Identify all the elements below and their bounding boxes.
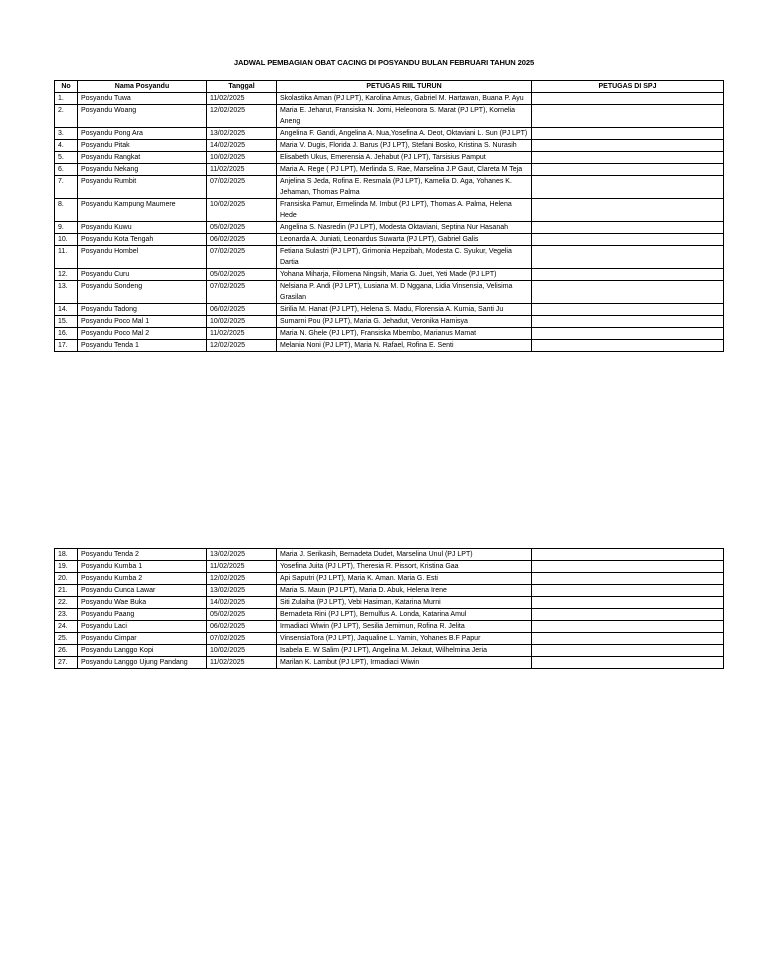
- cell-nama-posyandu: Posyandu Woang: [78, 105, 207, 128]
- cell-nama-posyandu: Posyandu Wae Buka: [78, 597, 207, 609]
- cell-petugas-spj: [532, 128, 724, 140]
- table-row: [55, 573, 724, 585]
- table-row: [55, 246, 724, 269]
- cell-petugas-spj: [532, 645, 724, 657]
- cell-tanggal: 07/02/2025: [207, 246, 277, 269]
- cell-no: 11.: [55, 246, 78, 269]
- cell-tanggal: 11/02/2025: [207, 657, 277, 669]
- header-nama-posyandu: Nama Posyandu: [78, 81, 207, 93]
- table-row: [55, 328, 724, 340]
- table-row: [55, 645, 724, 657]
- cell-petugas-spj: [532, 597, 724, 609]
- cell-no: 17.: [55, 340, 78, 352]
- cell-nama-posyandu: Posyandu Kuwu: [78, 222, 207, 234]
- cell-nama-posyandu: Posyandu Nekang: [78, 164, 207, 176]
- cell-no: 20.: [55, 573, 78, 585]
- cell-tanggal: 06/02/2025: [207, 234, 277, 246]
- cell-petugas-riil: Elisabeth Ukus, Emerensia A. Jehabut (PJ LPT), Tarsisius Pamput: [277, 152, 532, 164]
- cell-nama-posyandu: Posyandu Curu: [78, 269, 207, 281]
- table-row: [55, 105, 724, 128]
- cell-nama-posyandu: Posyandu Hombel: [78, 246, 207, 269]
- cell-tanggal: 07/02/2025: [207, 176, 277, 199]
- cell-petugas-riil: Angelina F. Gandi, Angelina A. Nua,Yosefina A. Deot, Oktaviani L. Sun (PJ LPT): [277, 128, 532, 140]
- table-row: [55, 633, 724, 645]
- cell-petugas-spj: [532, 176, 724, 199]
- cell-tanggal: 05/02/2025: [207, 269, 277, 281]
- cell-no: 7.: [55, 176, 78, 199]
- cell-no: 18.: [55, 549, 78, 561]
- cell-tanggal: 10/02/2025: [207, 152, 277, 164]
- table-row: [55, 222, 724, 234]
- cell-nama-posyandu: Posyandu Langgo Kopi: [78, 645, 207, 657]
- cell-no: 27.: [55, 657, 78, 669]
- cell-petugas-riil: Nelsiana P. Andi (PJ LPT), Lusiana M. D Nggana, Lidia Vinsensia, Velisima Grasilan: [277, 281, 532, 304]
- cell-no: 9.: [55, 222, 78, 234]
- cell-no: 23.: [55, 609, 78, 621]
- cell-petugas-riil: Fransiska Pamur, Ermelinda M. Imbut (PJ LPT), Thomas A. Palma, Helena Hede: [277, 199, 532, 222]
- cell-nama-posyandu: Posyandu Langgo Ujung Pandang: [78, 657, 207, 669]
- cell-petugas-riil: Skolastika Aman (PJ LPT), Karolina Amus, Gabriel M. Hartawan, Buana P. Ayu: [277, 93, 532, 105]
- cell-tanggal: 06/02/2025: [207, 621, 277, 633]
- cell-nama-posyandu: Posyandu Tenda 2: [78, 549, 207, 561]
- cell-tanggal: 10/02/2025: [207, 316, 277, 328]
- cell-petugas-spj: [532, 234, 724, 246]
- cell-petugas-riil: Api Saputri (PJ LPT), Maria K. Aman. Maria G. Esti: [277, 573, 532, 585]
- cell-nama-posyandu: Posyandu Kumba 2: [78, 573, 207, 585]
- cell-petugas-spj: [532, 621, 724, 633]
- cell-tanggal: 05/02/2025: [207, 222, 277, 234]
- cell-no: 13.: [55, 281, 78, 304]
- cell-tanggal: 14/02/2025: [207, 140, 277, 152]
- cell-petugas-riil: Yosefina Juita (PJ LPT), Theresia R. Pissort, Kristina Gaa: [277, 561, 532, 573]
- cell-nama-posyandu: Posyandu Cunca Lawar: [78, 585, 207, 597]
- cell-nama-posyandu: Posyandu Tadong: [78, 304, 207, 316]
- cell-petugas-riil: Isabela E. W Salim (PJ LPT), Angelina M. Jekaut, Wilhelmina Jeria: [277, 645, 532, 657]
- table-row: [55, 657, 724, 669]
- cell-petugas-riil: Marilan K. Lambut (PJ LPT), Irmadiaci Wiwin: [277, 657, 532, 669]
- header-tanggal: Tanggal: [207, 81, 277, 93]
- cell-no: 5.: [55, 152, 78, 164]
- cell-petugas-spj: [532, 93, 724, 105]
- cell-no: 4.: [55, 140, 78, 152]
- cell-nama-posyandu: Posyandu Cimpar: [78, 633, 207, 645]
- table-row: [55, 152, 724, 164]
- cell-nama-posyandu: Posyandu Sondeng: [78, 281, 207, 304]
- cell-no: 26.: [55, 645, 78, 657]
- cell-petugas-riil: Maria J. Serikasih, Bernadeta Dudet, Marselina Unul (PJ LPT): [277, 549, 532, 561]
- cell-petugas-riil: Sumarni Pou (PJ LPT), Maria G. Jehadut, Veronika Hamisya: [277, 316, 532, 328]
- cell-petugas-spj: [532, 269, 724, 281]
- cell-petugas-spj: [532, 164, 724, 176]
- cell-tanggal: 05/02/2025: [207, 609, 277, 621]
- cell-petugas-spj: [532, 609, 724, 621]
- cell-nama-posyandu: Posyandu Poco Mal 1: [78, 316, 207, 328]
- cell-petugas-spj: [532, 340, 724, 352]
- cell-petugas-riil: VinsensiaTora (PJ LPT), Jaqualine L. Yamin, Yohanes B.F Papur: [277, 633, 532, 645]
- cell-nama-posyandu: Posyandu Pitak: [78, 140, 207, 152]
- cell-tanggal: 11/02/2025: [207, 328, 277, 340]
- cell-petugas-riil: Irmadiaci Wiwin (PJ LPT), Sesilia Jemimun, Rofina R. Jelita: [277, 621, 532, 633]
- cell-nama-posyandu: Posyandu Pong Ara: [78, 128, 207, 140]
- table-row: [55, 281, 724, 304]
- cell-petugas-spj: [532, 633, 724, 645]
- table-row: [55, 561, 724, 573]
- cell-tanggal: 06/02/2025: [207, 304, 277, 316]
- table-row: [55, 585, 724, 597]
- cell-no: 6.: [55, 164, 78, 176]
- cell-tanggal: 13/02/2025: [207, 549, 277, 561]
- cell-nama-posyandu: Posyandu Poco Mal 2: [78, 328, 207, 340]
- cell-tanggal: 12/02/2025: [207, 573, 277, 585]
- table-row: [55, 621, 724, 633]
- header-petugas-spj: PETUGAS DI SPJ: [532, 81, 724, 93]
- cell-no: 12.: [55, 269, 78, 281]
- cell-nama-posyandu: Posyandu Rangkat: [78, 152, 207, 164]
- cell-petugas-riil: Maria A. Rege ( PJ LPT), Merlinda S. Rae, Marselina J.P Gaut, Clareta M Teja: [277, 164, 532, 176]
- table-row: [55, 140, 724, 152]
- header-petugas-riil: PETUGAS RIIL TURUN: [277, 81, 532, 93]
- cell-no: 14.: [55, 304, 78, 316]
- cell-petugas-spj: [532, 222, 724, 234]
- cell-tanggal: 13/02/2025: [207, 128, 277, 140]
- cell-nama-posyandu: Posyandu Tuwa: [78, 93, 207, 105]
- cell-petugas-riil: Anjelina S Jeda, Rofina E. Resmala (PJ LPT), Kamelia D. Aga, Yohanes K. Jehaman, Thomas Palma: [277, 176, 532, 199]
- header-no: No: [55, 81, 78, 93]
- cell-petugas-riil: Sirilia M. Hanat (PJ LPT), Helena S. Madu, Florensia A. Kurnia, Santi Ju: [277, 304, 532, 316]
- cell-no: 24.: [55, 621, 78, 633]
- cell-nama-posyandu: Posyandu Tenda 1: [78, 340, 207, 352]
- cell-petugas-spj: [532, 304, 724, 316]
- cell-no: 19.: [55, 561, 78, 573]
- cell-petugas-spj: [532, 140, 724, 152]
- cell-tanggal: 14/02/2025: [207, 597, 277, 609]
- cell-no: 1.: [55, 93, 78, 105]
- table-row: [55, 549, 724, 561]
- cell-petugas-riil: Maria V. Dugis, Florida J. Barus (PJ LPT), Stefani Bosko, Kristina S. Nurasih: [277, 140, 532, 152]
- cell-petugas-riil: Maria N. Ghele (PJ LPT), Fransiska Mbembo, Marianus Mamat: [277, 328, 532, 340]
- cell-no: 2.: [55, 105, 78, 128]
- cell-petugas-riil: Bernadeta Rini (PJ LPT), Bernulfus A. Londa, Katarina Amul: [277, 609, 532, 621]
- cell-petugas-riil: Angelina S. Nasredin (PJ LPT), Modesta Oktaviani, Septina Nur Hasanah: [277, 222, 532, 234]
- cell-petugas-spj: [532, 657, 724, 669]
- table-row: [55, 316, 724, 328]
- cell-no: 22.: [55, 597, 78, 609]
- cell-tanggal: 12/02/2025: [207, 105, 277, 128]
- cell-petugas-riil: Melania Noni (PJ LPT), Maria N. Rafael, Rofina E. Senti: [277, 340, 532, 352]
- table-row: [55, 340, 724, 352]
- table-row: [55, 128, 724, 140]
- cell-tanggal: 11/02/2025: [207, 561, 277, 573]
- table-row: [55, 234, 724, 246]
- cell-nama-posyandu: Posyandu Laci: [78, 621, 207, 633]
- cell-petugas-spj: [532, 549, 724, 561]
- cell-petugas-spj: [532, 105, 724, 128]
- cell-nama-posyandu: Posyandu Kumba 1: [78, 561, 207, 573]
- table-row: [55, 269, 724, 281]
- cell-tanggal: 10/02/2025: [207, 645, 277, 657]
- cell-nama-posyandu: Posyandu Rumbit: [78, 176, 207, 199]
- cell-petugas-riil: Siti Zulaiha (PJ LPT), Vebi Hasiman, Katarina Murni: [277, 597, 532, 609]
- table-row: [55, 597, 724, 609]
- cell-petugas-riil: Maria E. Jeharut, Fransiska N. Jomi, Heleonora S. Marat (PJ LPT), Kornelia Aneng: [277, 105, 532, 128]
- table-row: [55, 609, 724, 621]
- cell-petugas-spj: [532, 585, 724, 597]
- table-row: [55, 176, 724, 199]
- cell-nama-posyandu: Posyandu Kota Tengah: [78, 234, 207, 246]
- cell-tanggal: 11/02/2025: [207, 93, 277, 105]
- cell-petugas-spj: [532, 246, 724, 269]
- cell-nama-posyandu: Posyandu Kampung Maumere: [78, 199, 207, 222]
- table-row: [55, 93, 724, 105]
- schedule-table-part-2: [54, 548, 724, 669]
- cell-no: 16.: [55, 328, 78, 340]
- cell-petugas-spj: [532, 573, 724, 585]
- cell-petugas-riil: Fetiana Sulastri (PJ LPT), Grimonia Hepzibah, Modesta C. Syukur, Vegelia Dartia: [277, 246, 532, 269]
- cell-no: 15.: [55, 316, 78, 328]
- cell-no: 25.: [55, 633, 78, 645]
- cell-no: 8.: [55, 199, 78, 222]
- header-row: [55, 81, 724, 93]
- cell-tanggal: 10/02/2025: [207, 199, 277, 222]
- cell-tanggal: 11/02/2025: [207, 164, 277, 176]
- cell-petugas-riil: Leonarda A. Juniati, Leonardus Suwarta (PJ LPT), Gabriel Galis: [277, 234, 532, 246]
- cell-tanggal: 07/02/2025: [207, 281, 277, 304]
- table-row: [55, 164, 724, 176]
- cell-petugas-spj: [532, 152, 724, 164]
- cell-no: 3.: [55, 128, 78, 140]
- table-row: [55, 304, 724, 316]
- cell-petugas-riil: Yohana Miharja, Filomena Ningsih, Maria G. Juet, Yeti Made (PJ LPT): [277, 269, 532, 281]
- cell-petugas-spj: [532, 561, 724, 573]
- cell-no: 21.: [55, 585, 78, 597]
- cell-no: 10.: [55, 234, 78, 246]
- schedule-table-part-1: [54, 80, 724, 352]
- cell-petugas-riil: Maria S. Maun (PJ LPT), Maria D. Abuk, Helena Irene: [277, 585, 532, 597]
- cell-petugas-spj: [532, 328, 724, 340]
- cell-tanggal: 07/02/2025: [207, 633, 277, 645]
- cell-petugas-spj: [532, 316, 724, 328]
- cell-petugas-spj: [532, 199, 724, 222]
- cell-nama-posyandu: Posyandu Paang: [78, 609, 207, 621]
- cell-petugas-spj: [532, 281, 724, 304]
- cell-tanggal: 12/02/2025: [207, 340, 277, 352]
- cell-tanggal: 13/02/2025: [207, 585, 277, 597]
- table-row: [55, 199, 724, 222]
- document-title: JADWAL PEMBAGIAN OBAT CACING DI POSYANDU BULAN FEBRUARI TAHUN 2025: [233, 58, 535, 67]
